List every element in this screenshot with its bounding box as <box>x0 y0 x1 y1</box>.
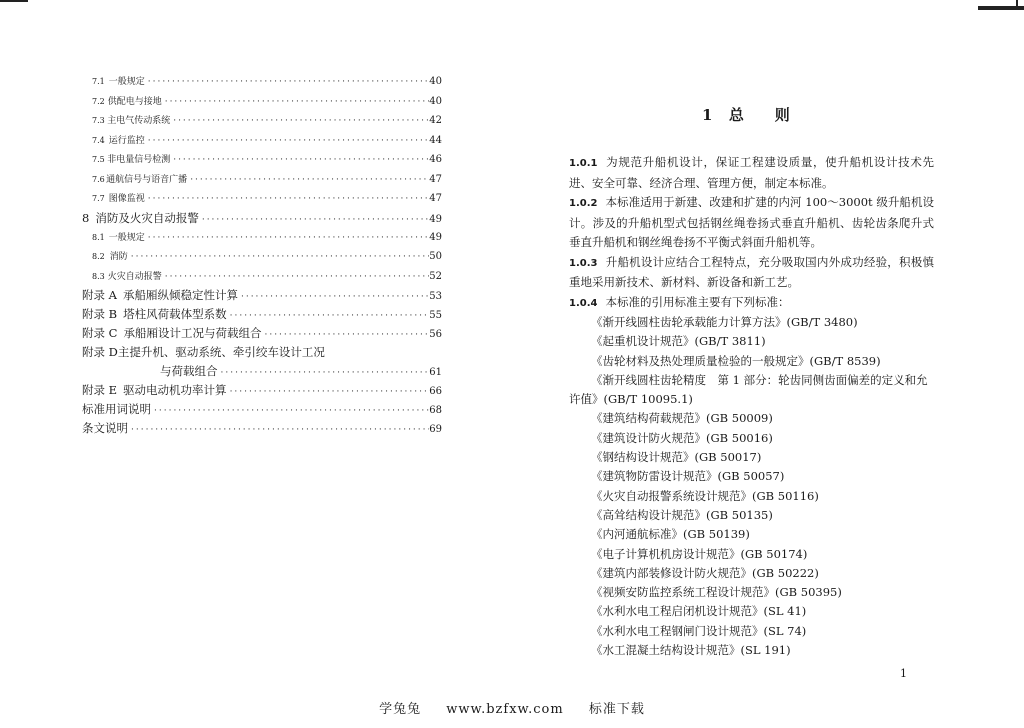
clause-number: 1.0.3 <box>569 257 598 269</box>
footer-site-name: 学兔兔 <box>379 702 422 717</box>
toc-leader-dots <box>145 229 430 249</box>
toc-entry-label: 通航信号与语音广播 <box>106 174 188 185</box>
toc-entry-page: 42 <box>429 115 442 126</box>
toc-entry-label: 塔柱风荷载体型系数 <box>123 307 227 321</box>
standard-reference: 《钢结构设计规范》(GB 50017) <box>591 450 762 465</box>
toc-entry[interactable] <box>82 305 442 324</box>
clause-paragraph <box>569 153 934 193</box>
toc-entry-number: 8.2 <box>92 252 105 261</box>
clause-number: 1.0.1 <box>569 158 598 169</box>
clause-text: 本标准适用于新建、改建和扩建的内河 100～3000t 级升船机设计。涉及的升船机型式包括钢丝绳卷扬式垂直升船机、齿轮齿条爬升式垂直升船机和钢丝绳卷扬不平衡式斜面升船机等。 <box>569 195 934 249</box>
toc-entry-number: 8 <box>82 210 90 225</box>
toc-leader-dots <box>238 288 429 307</box>
toc-entry[interactable] <box>82 400 442 419</box>
toc-entry-label: 图像监视 <box>108 194 145 204</box>
toc-entry[interactable] <box>82 72 442 92</box>
toc-entry-page: 55 <box>429 310 442 321</box>
toc-entry-number: 7.5 <box>92 155 105 164</box>
toc-leader-dots <box>199 211 429 230</box>
toc-entry-label: 主提升机、驱动系统、牵引绞车设计工况 <box>117 345 325 359</box>
toc-leader-dots <box>218 364 430 383</box>
toc-entry-number: 7.2 <box>92 96 105 106</box>
toc-entry-number: 附录 C <box>82 326 118 340</box>
toc-entry-label: 火灾自动报警 <box>107 271 162 282</box>
toc-entry-page: 49 <box>429 213 442 225</box>
toc-entry[interactable] <box>82 419 442 438</box>
toc-entry-number: 附录 B <box>82 307 118 321</box>
toc-leader-dots <box>170 112 429 132</box>
toc-entry-page: 56 <box>429 329 442 340</box>
toc-entry-label: 与荷载组合 <box>160 364 218 378</box>
table-of-contents <box>82 72 442 438</box>
standard-reference: 《建筑内部装修设计防火规范》(GB 50222) <box>591 565 819 580</box>
toc-entry[interactable] <box>82 381 442 400</box>
toc-entry[interactable] <box>82 131 442 151</box>
toc-entry-number: 7.1 <box>92 77 105 86</box>
standard-reference: 《水利水电工程启闭机设计规范》(SL 41) <box>591 604 807 619</box>
standard-reference: 《建筑结构荷载规范》(GB 50009) <box>591 411 773 426</box>
standard-reference: 《建筑物防雷设计规范》(GB 50057) <box>591 469 785 484</box>
toc-entry-label: 主电气传动系统 <box>107 116 171 126</box>
toc-entry-number: 附录 E <box>82 383 118 397</box>
toc-entry-number: 7.6 <box>92 174 105 184</box>
clause-paragraph <box>569 293 934 314</box>
standard-reference: 《电子计算机机房设计规范》(GB 50174) <box>591 546 808 561</box>
toc-entry-page: 46 <box>429 154 442 165</box>
toc-entry-number: 7.3 <box>92 116 105 125</box>
toc-entry-number: 7.7 <box>92 194 105 203</box>
standard-reference: 《起重机设计规范》(GB/T 3811) <box>591 334 766 349</box>
toc-leader-dots <box>128 248 430 268</box>
toc-entry-label: 供配电与接地 <box>107 96 162 107</box>
standard-reference: 《齿轮材料及热处理质量检验的一般规定》(GB/T 8539) <box>591 353 881 368</box>
toc-entry[interactable] <box>82 324 442 343</box>
standard-reference: 《内河通航标准》(GB 50139) <box>591 527 750 542</box>
toc-entry[interactable] <box>82 247 442 267</box>
toc-entry-number: 8.3 <box>92 271 105 281</box>
standard-reference: 《水工混凝土结构设计规范》(SL 191) <box>591 643 791 658</box>
toc-entry-page: 40 <box>429 95 442 107</box>
chapter-title <box>702 104 792 125</box>
toc-leader-dots <box>170 151 429 171</box>
footer-tagline: 标准下载 <box>588 702 645 717</box>
toc-entry-label: 消防及火灾自动报警 <box>95 210 199 225</box>
toc-leader-dots <box>145 73 430 93</box>
toc-leader-dots <box>128 421 429 440</box>
toc-leader-dots <box>151 402 429 421</box>
standard-reference: 《建筑设计防火规范》(GB 50016) <box>591 430 773 445</box>
toc-entry[interactable] <box>82 150 442 170</box>
chapter-body <box>569 153 934 660</box>
clause-paragraph <box>569 193 934 253</box>
toc-entry-page: 40 <box>429 76 442 87</box>
toc-entry[interactable] <box>82 362 442 381</box>
toc-entry[interactable] <box>82 92 442 112</box>
toc-leader-dots <box>162 93 430 113</box>
toc-entry[interactable] <box>82 267 442 287</box>
toc-entry-label: 一般规定 <box>108 77 145 87</box>
toc-entry-label: 一般规定 <box>108 232 145 243</box>
toc-entry-page: 49 <box>429 231 442 243</box>
toc-entry-page: 44 <box>429 134 442 146</box>
toc-entry-page: 61 <box>429 367 442 378</box>
toc-leader-dots <box>145 190 430 210</box>
toc-entry-page: 53 <box>429 291 442 302</box>
toc-leader-dots <box>145 132 430 152</box>
toc-entry[interactable] <box>82 170 442 190</box>
toc-entry-page: 47 <box>429 173 442 185</box>
toc-entry-label: 驱动电动机功率计算 <box>123 383 227 397</box>
chapter-name: 总 则 <box>728 106 792 124</box>
toc-entry-page: 66 <box>429 386 442 397</box>
toc-entry-label: 条文说明 <box>82 421 128 435</box>
toc-leader-dots <box>227 383 430 402</box>
footer-url[interactable]: www.bzfxw.com <box>446 702 564 717</box>
toc-entry-page: 52 <box>429 270 442 282</box>
toc-entry-page: 50 <box>429 251 442 262</box>
toc-entry[interactable] <box>82 189 442 209</box>
toc-leader-dots <box>187 171 429 191</box>
standard-reference: 《水利水电工程钢闸门设计规范》(SL 74) <box>591 623 807 638</box>
standard-reference: 《渐开线圆柱齿轮承载能力计算方法》(GB/T 3480) <box>591 315 858 329</box>
toc-entry-page: 69 <box>429 424 442 435</box>
toc-entry-page: 68 <box>429 405 442 416</box>
footer-watermark <box>0 698 1024 717</box>
clause-number: 1.0.2 <box>569 198 598 209</box>
toc-entry-label: 运行监控 <box>108 135 145 146</box>
clause-number: 1.0.4 <box>569 297 598 309</box>
clause-text: 升船机设计应结合工程特点，充分吸取国内外成功经验，积极慎重地采用新技术、新材料、新设备和新工艺。 <box>569 254 934 289</box>
toc-entry-label: 标准用词说明 <box>82 402 151 416</box>
toc-leader-dots <box>162 268 430 288</box>
standard-reference: 《渐开线圆柱齿轮精度 第 1 部分：轮齿同侧齿面偏差的定义和允许值》(GB/T 10095.1) <box>569 372 928 407</box>
clause-text: 为规范升船机设计，保证工程建设质量，使升船机设计技术先进、安全可靠、经济合理、管理方便，制定本标准。 <box>569 155 934 190</box>
toc-entry-label: 承船厢纵倾稳定性计算 <box>122 288 238 302</box>
standard-reference: 《火灾自动报警系统设计规范》(GB 50116) <box>591 488 819 503</box>
toc-entry-label: 承船厢设计工况与荷载组合 <box>123 326 262 340</box>
toc-entry[interactable] <box>82 111 442 131</box>
toc-entry-label: 消防 <box>109 252 128 262</box>
toc-entry-number: 8.1 <box>92 232 105 242</box>
clause-text: 本标准的引用标准主要有下列标准： <box>605 294 790 309</box>
toc-entry-number: 7.4 <box>92 135 105 145</box>
toc-entry-label: 非电量信号检测 <box>107 155 171 165</box>
toc-entry-number: 附录 D <box>82 345 118 359</box>
standard-reference: 《高耸结构设计规范》(GB 50135) <box>591 507 773 522</box>
referenced-standards-list <box>569 313 934 660</box>
chapter-number: 1 <box>702 106 715 124</box>
toc-entry-page: 47 <box>429 193 442 204</box>
right-page <box>512 0 1024 728</box>
clause-paragraph <box>569 253 934 293</box>
page-number: 1 <box>900 667 907 680</box>
standard-reference: 《视频安防监控系统工程设计规范》(GB 50395) <box>591 585 842 600</box>
toc-entry-number: 附录 A <box>82 288 117 302</box>
toc-entry[interactable] <box>82 228 442 248</box>
toc-entry[interactable] <box>82 286 442 305</box>
toc-entry[interactable] <box>82 209 442 228</box>
toc-entry[interactable] <box>82 343 442 362</box>
